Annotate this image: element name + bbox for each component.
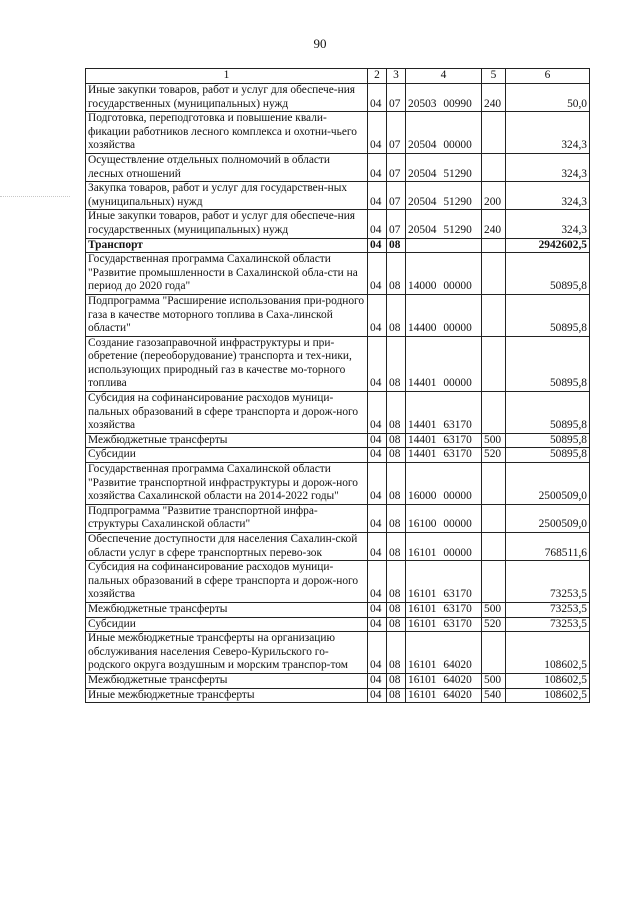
cell-section: 04 <box>368 210 387 238</box>
cell-subsection: 08 <box>387 238 406 253</box>
cell-section: 04 <box>368 561 387 603</box>
cell-section: 04 <box>368 182 387 210</box>
cell-subsection: 08 <box>387 504 406 532</box>
cell-target-item <box>406 238 482 253</box>
cell-subsection: 07 <box>387 182 406 210</box>
cell-target-item: 14000 00000 <box>406 253 482 295</box>
cell-expense-type <box>482 504 506 532</box>
cell-subsection: 07 <box>387 210 406 238</box>
cell-expense-type: 240 <box>482 210 506 238</box>
column-header-section: 2 <box>368 69 387 84</box>
cell-amount: 73253,5 <box>506 617 590 632</box>
cell-expense-type: 520 <box>482 448 506 463</box>
cell-amount: 2500509,0 <box>506 504 590 532</box>
cell-expense-type: 200 <box>482 182 506 210</box>
cell-subsection: 08 <box>387 253 406 295</box>
cell-target-item: 14401 00000 <box>406 336 482 391</box>
cell-expense-type: 240 <box>482 84 506 112</box>
cell-target-item: 16101 00000 <box>406 533 482 561</box>
cell-subsection: 08 <box>387 602 406 617</box>
cell-target-item: 16101 64020 <box>406 632 482 674</box>
column-header-expense-type: 5 <box>482 69 506 84</box>
cell-name: Осуществление отдельных полномочий в области лесных отношений <box>86 153 368 181</box>
cell-amount: 108602,5 <box>506 688 590 703</box>
cell-target-item: 16000 00000 <box>406 463 482 505</box>
cell-expense-type: 540 <box>482 688 506 703</box>
cell-amount: 2942602,5 <box>506 238 590 253</box>
cell-subsection: 07 <box>387 84 406 112</box>
table-body <box>86 84 590 703</box>
cell-expense-type <box>482 632 506 674</box>
cell-subsection: 08 <box>387 392 406 434</box>
cell-subsection: 08 <box>387 533 406 561</box>
cell-expense-type: 520 <box>482 617 506 632</box>
cell-expense-type <box>482 112 506 154</box>
cell-target-item: 20503 00990 <box>406 84 482 112</box>
column-header-amount: 6 <box>506 69 590 84</box>
cell-target-item: 20504 00000 <box>406 112 482 154</box>
cell-amount: 73253,5 <box>506 602 590 617</box>
cell-name: Подготовка, переподготовка и повышение квали-фикации работников лесного комплекса и охотни-чьего хозяйства <box>86 112 368 154</box>
table-row <box>86 533 590 561</box>
cell-subsection: 07 <box>387 112 406 154</box>
cell-subsection: 08 <box>387 688 406 703</box>
cell-amount: 108602,5 <box>506 632 590 674</box>
table-row <box>86 153 590 181</box>
cell-section: 04 <box>368 602 387 617</box>
cell-name: Обеспечение доступности для населения Сахалин-ской области услуг в сфере транспортных перево-зок <box>86 533 368 561</box>
cell-section: 04 <box>368 504 387 532</box>
cell-name: Иные межбюджетные трансферты на организацию обслуживания населения Северо-Курильского го-родского округа воздушным и морским транспор-том <box>86 632 368 674</box>
cell-name: Иные закупки товаров, работ и услуг для обеспече-ния государственных (муниципальных) нужд <box>86 210 368 238</box>
column-header-name: 1 <box>86 69 368 84</box>
cell-subsection: 08 <box>387 632 406 674</box>
cell-target-item: 20504 51290 <box>406 153 482 181</box>
cell-name: Субсидия на софинансирование расходов муници-пальных образований в сфере транспорта и дорож-ного хозяйства <box>86 392 368 434</box>
cell-name: Межбюджетные трансферты <box>86 673 368 688</box>
cell-target-item: 16101 64020 <box>406 673 482 688</box>
cell-amount: 768511,6 <box>506 533 590 561</box>
cell-section: 04 <box>368 433 387 448</box>
cell-expense-type <box>482 533 506 561</box>
cell-section: 04 <box>368 533 387 561</box>
table-row <box>86 561 590 603</box>
cell-amount: 50,0 <box>506 84 590 112</box>
cell-subsection: 08 <box>387 463 406 505</box>
cell-subsection: 08 <box>387 617 406 632</box>
cell-target-item: 14401 63170 <box>406 448 482 463</box>
cell-section: 04 <box>368 84 387 112</box>
table-row <box>86 632 590 674</box>
cell-subsection: 08 <box>387 673 406 688</box>
table-row <box>86 336 590 391</box>
table-row <box>86 448 590 463</box>
cell-expense-type: 500 <box>482 433 506 448</box>
cell-expense-type <box>482 253 506 295</box>
cell-section: 04 <box>368 463 387 505</box>
cell-amount: 2500509,0 <box>506 463 590 505</box>
cell-expense-type: 500 <box>482 673 506 688</box>
cell-expense-type <box>482 294 506 336</box>
table-row <box>86 294 590 336</box>
cell-section: 04 <box>368 336 387 391</box>
cell-amount: 324,3 <box>506 112 590 154</box>
table-row <box>86 433 590 448</box>
cell-section: 04 <box>368 673 387 688</box>
cell-subsection: 08 <box>387 336 406 391</box>
cell-target-item: 16101 64020 <box>406 688 482 703</box>
table-row <box>86 210 590 238</box>
cell-amount: 50895,8 <box>506 433 590 448</box>
cell-expense-type <box>482 336 506 391</box>
cell-amount: 50895,8 <box>506 448 590 463</box>
cell-target-item: 14401 63170 <box>406 433 482 448</box>
cell-target-item: 16101 63170 <box>406 602 482 617</box>
cell-name: Межбюджетные трансферты <box>86 433 368 448</box>
cell-name: Подпрограмма "Развитие транспортной инфра-структуры Сахалинской области" <box>86 504 368 532</box>
cell-name: Закупка товаров, работ и услуг для государствен-ных (муниципальных) нужд <box>86 182 368 210</box>
table-row <box>86 602 590 617</box>
cell-amount: 50895,8 <box>506 253 590 295</box>
cell-section: 04 <box>368 238 387 253</box>
cell-target-item: 16101 63170 <box>406 561 482 603</box>
table-row <box>86 673 590 688</box>
column-header-subsection: 3 <box>387 69 406 84</box>
cell-subsection: 08 <box>387 448 406 463</box>
column-header-target-item: 4 <box>406 69 482 84</box>
table-row <box>86 253 590 295</box>
cell-target-item: 20504 51290 <box>406 182 482 210</box>
cell-amount: 108602,5 <box>506 673 590 688</box>
table-row <box>86 688 590 703</box>
cell-name: Подпрограмма "Расширение использования при-родного газа в качестве моторного топлива в Саха-линской области" <box>86 294 368 336</box>
cell-section: 04 <box>368 253 387 295</box>
cell-name: Иные закупки товаров, работ и услуг для обеспече-ния государственных (муниципальных) нужд <box>86 84 368 112</box>
cell-subsection: 08 <box>387 433 406 448</box>
cell-target-item: 16100 00000 <box>406 504 482 532</box>
cell-name: Субсидии <box>86 448 368 463</box>
page-number: 90 <box>313 36 327 51</box>
cell-subsection: 07 <box>387 153 406 181</box>
table-row <box>86 182 590 210</box>
cell-section: 04 <box>368 392 387 434</box>
table-row <box>86 84 590 112</box>
cell-name: Иные межбюджетные трансферты <box>86 688 368 703</box>
table-row <box>86 392 590 434</box>
cell-amount: 50895,8 <box>506 392 590 434</box>
cell-amount: 324,3 <box>506 153 590 181</box>
cell-section: 04 <box>368 112 387 154</box>
cell-subsection: 08 <box>387 294 406 336</box>
cell-expense-type <box>482 561 506 603</box>
cell-section: 04 <box>368 153 387 181</box>
cell-amount: 50895,8 <box>506 336 590 391</box>
cell-name: Государственная программа Сахалинской области "Развитие транспортной инфраструктуры и дорож-ного хозяйства Сахалинской области на 2014-2022 годы" <box>86 463 368 505</box>
cell-target-item: 16101 63170 <box>406 617 482 632</box>
table-header-row <box>86 69 590 84</box>
cell-section: 04 <box>368 688 387 703</box>
cell-name: Субсидии <box>86 617 368 632</box>
cell-amount: 50895,8 <box>506 294 590 336</box>
cell-name: Государственная программа Сахалинской области "Развитие промышленности в Сахалинской обла-сти на период до 2020 года" <box>86 253 368 295</box>
table-row <box>86 238 590 253</box>
table-row <box>86 463 590 505</box>
budget-table <box>85 68 590 703</box>
cell-name: Межбюджетные трансферты <box>86 602 368 617</box>
cell-section: 04 <box>368 617 387 632</box>
cell-expense-type <box>482 238 506 253</box>
cell-name: Субсидия на софинансирование расходов муници-пальных образований в сфере транспорта и дорож-ного хозяйства <box>86 561 368 603</box>
cell-expense-type <box>482 463 506 505</box>
cell-amount: 324,3 <box>506 210 590 238</box>
cell-expense-type <box>482 392 506 434</box>
cell-target-item: 20504 51290 <box>406 210 482 238</box>
cell-section: 04 <box>368 448 387 463</box>
cell-amount: 324,3 <box>506 182 590 210</box>
cell-section: 04 <box>368 294 387 336</box>
cell-name: Транспорт <box>86 238 368 253</box>
scan-artifact-line <box>0 196 70 197</box>
table-row <box>86 617 590 632</box>
cell-name: Создание газозаправочной инфраструктуры и при-обретение (переоборудование) транспорта и тех-ники, использующих природный газ в качестве мо-торного топлива <box>86 336 368 391</box>
cell-expense-type <box>482 153 506 181</box>
cell-subsection: 08 <box>387 561 406 603</box>
table-row <box>86 112 590 154</box>
table-row <box>86 504 590 532</box>
cell-expense-type: 500 <box>482 602 506 617</box>
cell-target-item: 14401 63170 <box>406 392 482 434</box>
cell-amount: 73253,5 <box>506 561 590 603</box>
cell-target-item: 14400 00000 <box>406 294 482 336</box>
cell-section: 04 <box>368 632 387 674</box>
